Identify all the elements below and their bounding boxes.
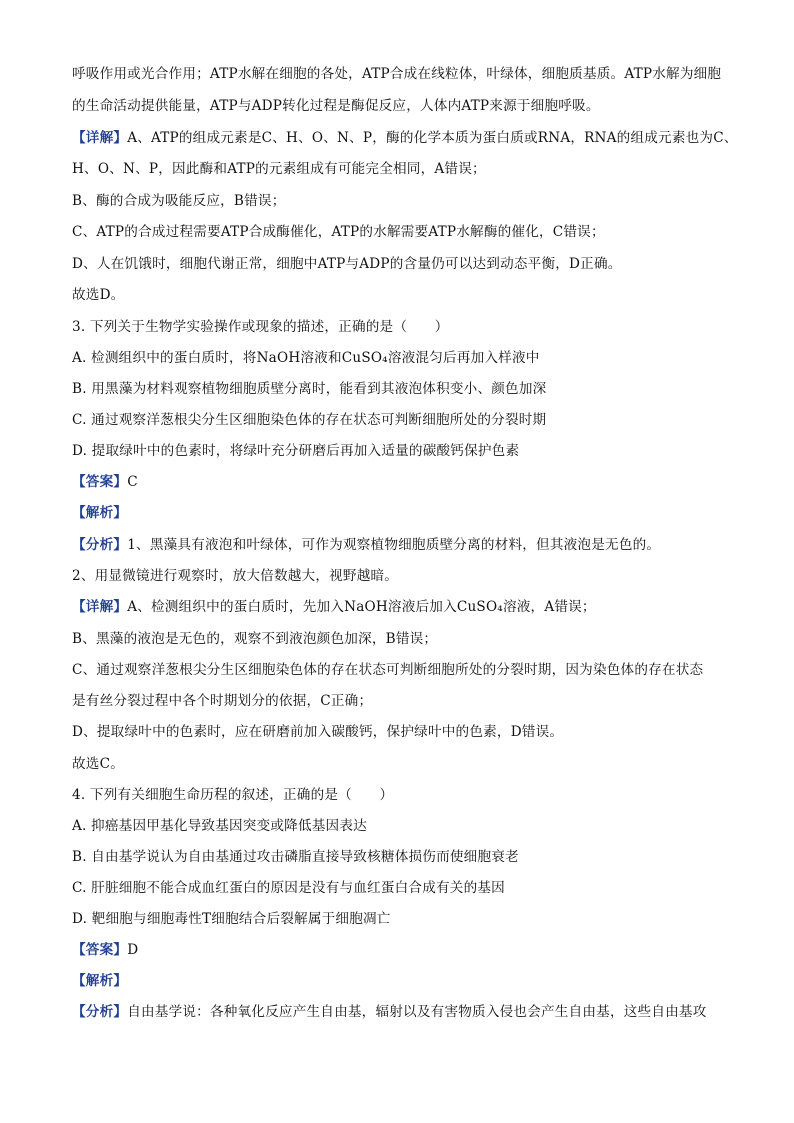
line-text: 2、用显微镜进行观察时，放大倍数越大，视野越暗。: [72, 568, 399, 584]
line-text: B、黑藻的液泡是无色的，观察不到液泡颜色加深，B错误；: [72, 631, 438, 647]
text-line: [72, 191, 732, 211]
question-stem: [72, 785, 732, 805]
section-tag: 【详解】: [72, 599, 128, 615]
text-line: [72, 660, 732, 680]
line-text: 的生命活动提供能量，ATP与ADP转化过程是酶促反应，人体内ATP来源于细胞呼吸。: [72, 98, 600, 114]
text-line: [72, 254, 732, 274]
line-text: 故选C。: [72, 756, 124, 772]
text-line: [72, 629, 732, 649]
text-line: [72, 754, 732, 774]
line-text: C、通过观察洋葱根尖分生区细胞染色体的存在状态可判断细胞所处的分裂时期，因为染色体的存在状态: [72, 662, 704, 678]
section-tag: 【分析】: [72, 1004, 128, 1020]
text-line: [72, 1002, 732, 1022]
line-text: D. 靶细胞与细胞毒性T细胞结合后裂解属于细胞凋亡: [72, 911, 391, 927]
line-text: D: [127, 942, 139, 958]
section-tag: 【答案】: [72, 474, 128, 490]
line-text: 4. 下列有关细胞生命历程的叙述，正确的是（ ）: [72, 787, 394, 803]
text-line: [72, 566, 732, 586]
option-d: [72, 441, 732, 461]
section-tag: 【答案】: [72, 942, 128, 958]
answer-line: [72, 472, 732, 492]
section-tag: 【分析】: [72, 537, 128, 553]
option-d: [72, 909, 732, 929]
text-line: [72, 535, 732, 555]
text-line: [72, 222, 732, 242]
text-line: [72, 691, 732, 711]
line-text: 呼吸作用或光合作用；ATP水解在细胞的各处，ATP合成在线粒体，叶绿体，细胞质基质。ATP水解为细胞: [72, 66, 722, 82]
line-text: 故选D。: [72, 287, 125, 303]
line-text: C. 肝脏细胞不能合成血红蛋白的原因是没有与血红蛋白合成有关的基因: [72, 880, 505, 896]
line-text: D. 提取绿叶中的色素时，将绿叶充分研磨后再加入适量的碳酸钙保护色素: [72, 443, 520, 459]
line-text: 1、黑藻具有液泡和叶绿体，可作为观察植物细胞质壁分离的材料，但其液泡是无色的。: [127, 537, 661, 553]
line-text: C、ATP的合成过程需要ATP合成酶催化，ATP的水解需要ATP水解酶的催化，C错误；: [72, 224, 605, 240]
section-tag: 【解析】: [72, 973, 128, 989]
line-text: H、O、N、P，因此酶和ATP的元素组成有可能完全相同，A错误；: [72, 161, 486, 177]
line-text: 自由基学说：各种氧化反应产生自由基，辐射以及有害物质入侵也会产生自由基，这些自由基攻: [127, 1004, 707, 1020]
option-c: [72, 410, 732, 430]
line-text: A、ATP的组成元素是C、H、O、N、P，酶的化学本质为蛋白质或RNA，RNA的组成元素也为C、: [127, 130, 738, 146]
text-line: [72, 128, 738, 148]
line-text: 3. 下列关于生物学实验操作或现象的描述，正确的是（ ）: [72, 319, 449, 335]
line-text: B. 自由基学说认为自由基通过攻击磷脂直接导致核糖体损伤而使细胞衰老: [72, 849, 519, 865]
text-line: [72, 96, 732, 116]
line-text: A. 检测组织中的蛋白质时，将NaOH溶液和CuSO₄溶液混匀后再加入样液中: [72, 350, 540, 366]
line-text: B、酶的合成为吸能反应，B错误；: [72, 193, 286, 209]
option-a: [72, 348, 732, 368]
text-line: [72, 285, 732, 305]
option-b: [72, 847, 732, 867]
line-text: C. 通过观察洋葱根尖分生区细胞染色体的存在状态可判断细胞所处的分裂时期: [72, 412, 547, 428]
section-tag: 【详解】: [72, 130, 128, 146]
text-line: [72, 722, 732, 742]
question-stem: [72, 317, 732, 337]
answer-line: [72, 940, 732, 960]
line-text: D、提取绿叶中的色素时，应在研磨前加入碳酸钙，保护绿叶中的色素，D错误。: [72, 724, 564, 740]
line-text: C: [127, 474, 138, 490]
text-line: [72, 597, 732, 617]
line-text: A、检测组织中的蛋白质时，先加入NaOH溶液后加入CuSO₄溶液，A错误；: [127, 599, 596, 615]
option-b: [72, 379, 732, 399]
option-a: [72, 816, 732, 836]
analysis-heading: [72, 971, 732, 991]
line-text: 是有丝分裂过程中各个时期划分的依据，C正确；: [72, 693, 373, 709]
section-tag: 【解析】: [72, 505, 128, 521]
line-text: B. 用黑藻为材料观察植物细胞质壁分离时，能看到其液泡体积变小、颜色加深: [72, 381, 547, 397]
line-text: D、人在饥饿时，细胞代谢正常，细胞中ATP与ADP的含量仍可以达到动态平衡，D正确。: [72, 256, 622, 272]
text-line: [72, 159, 732, 179]
text-line: [72, 64, 732, 84]
line-text: A. 抑癌基因甲基化导致基因突变或降低基因表达: [72, 818, 367, 834]
option-c: [72, 878, 732, 898]
analysis-heading: [72, 503, 732, 523]
